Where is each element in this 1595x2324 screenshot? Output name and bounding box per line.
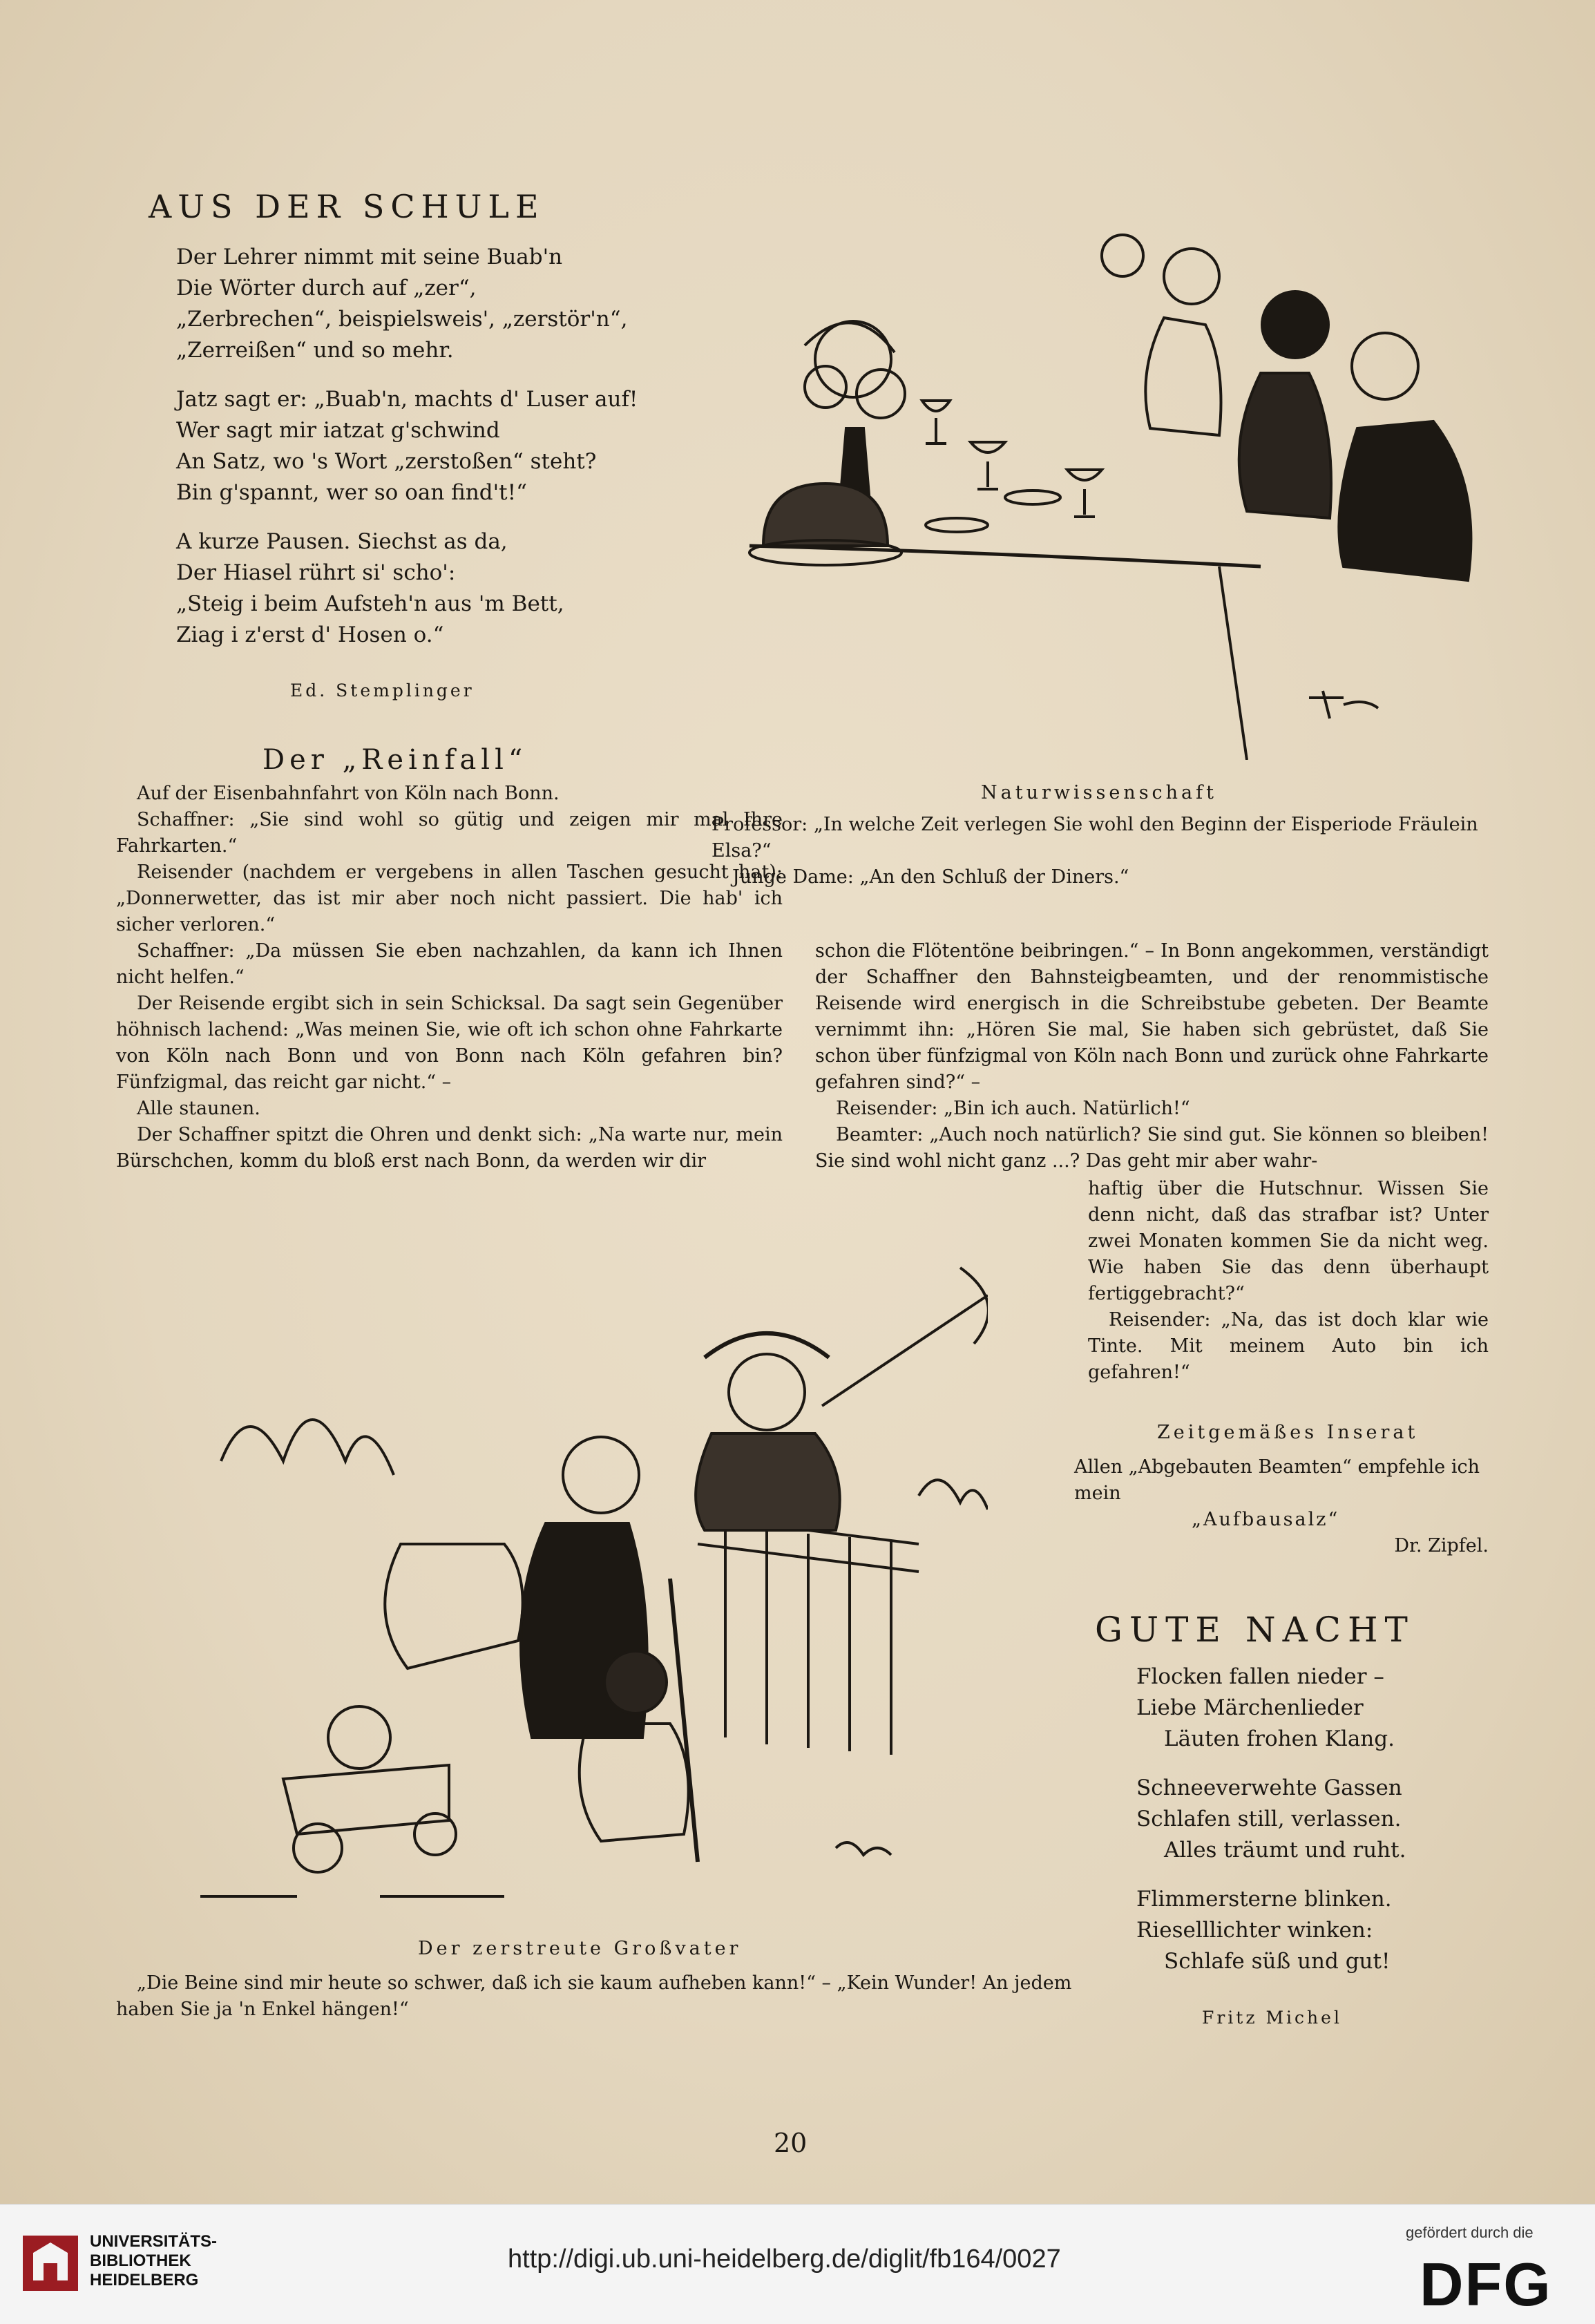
poem-line: An Satz, wo 's Wort „zerstoßen“ steht? <box>176 449 597 474</box>
poem-line: Bin g'spannt, wer so oan find't!“ <box>176 480 527 505</box>
nacht-author: Fritz Michel <box>1202 2008 1342 2028</box>
dfg-logo: DFG <box>1420 2250 1552 2318</box>
schule-author: Ed. Stemplinger <box>290 680 475 701</box>
university-name-line: UNIVERSITÄTS- <box>90 2232 218 2251</box>
inserat-author: Dr. Zipfel. <box>1394 1535 1489 1556</box>
poem-line: Liebe Märchenlieder <box>1136 1695 1364 1720</box>
paragraph: Auf der Eisenbahnfahrt von Köln nach Bonn. <box>137 783 560 804</box>
reinfall-narrow-column <box>1088 1176 1489 1386</box>
university-name-line: BIBLIOTHEK <box>90 2251 191 2270</box>
permalink-url[interactable]: http://digi.ub.uni-heidelberg.de/diglit/fb164/0027 <box>508 2245 1061 2274</box>
schule-stanza-3 <box>176 526 715 651</box>
reinfall-right-column <box>815 938 1489 1174</box>
paragraph: „Die Beine sind mir heute so schwer, daß ich sie kaum aufheben kann!“ – „Kein Wunder! An jedem haben Sie ja 'n Enkel hängen!“ <box>116 1972 1072 2020</box>
paragraph: Junge Dame: „An den Schluß der Diners.“ <box>732 866 1129 888</box>
grossvater-caption <box>116 1970 1083 2023</box>
page-number: 20 <box>774 2128 808 2158</box>
paragraph: Alle staunen. <box>137 1098 260 1119</box>
poem-line: „Zerreißen“ und so mehr. <box>176 338 454 363</box>
nacht-stanza-2 <box>1136 1773 1482 1866</box>
university-logo-icon <box>19 2229 82 2298</box>
poem-line: Alles träumt und ruht. <box>1164 1838 1406 1863</box>
paragraph: Reisender: „Na, das ist doch klar wie Tinte. Mit meinem Auto bin ich gefahren!“ <box>1088 1309 1489 1383</box>
reinfall-title: Der „Reinfall“ <box>262 744 528 776</box>
poem-line: „Zerbrechen“, beispielsweis', „zerstör'n“, <box>176 307 628 332</box>
paragraph: schon die Flötentöne beibringen.“ – In Bonn angekommen, verständigt der Schaffner den Bahnsteigbeamten, und der renommistische Reisende wird energisch in die Schreibstube gebeten. Der Beamte vernimmt ihn: „Hören Sie mal, Sie haben sich gebrüstet, daß Sie schon über fünfzigmal von Köln nach Bonn und zurück ohne Fahrkarte gefahren sind?“ – <box>815 940 1489 1093</box>
poem-line: Der Lehrer nimmt mit seine Buab'n <box>176 245 563 269</box>
grandfather-illustration <box>159 1254 988 1910</box>
poem-line: Wer sagt mir iatzat g'schwind <box>176 418 500 443</box>
dinner-illustration <box>722 221 1496 760</box>
poem-line: Schlafen still, verlassen. <box>1136 1807 1402 1831</box>
paragraph: Schaffner: „Sie sind wohl so gütig und zeigen mir mal Ihre Fahrkarten.“ <box>116 809 783 857</box>
schule-stanza-2 <box>176 384 715 508</box>
paragraph: Der Reisende ergibt sich in sein Schicksal. Da sagt sein Gegenüber höhnisch lachend: „Was meinen Sie, wie oft ich schon ohne Fahrkarte von Köln nach Bonn und von Bonn nach Köln gefahren bin? Fünfzigmal, das reicht gar nicht.“ – <box>116 993 783 1093</box>
paragraph: Schaffner: „Da müssen Sie eben nachzahlen, da kann ich Ihnen nicht helfen.“ <box>116 940 783 988</box>
poem-line: Schlafe süß und gut! <box>1164 1949 1391 1974</box>
paragraph: Beamter: „Auch noch natürlich? Sie sind gut. Sie können so bleiben! Sie sind wohl nicht ganz ...? Das geht mir aber wahr- <box>815 1124 1489 1172</box>
schule-stanza-1 <box>176 242 715 366</box>
university-name-line: HEIDELBERG <box>90 2271 199 2289</box>
poem-line: Flocken fallen nieder – <box>1136 1664 1384 1689</box>
digitization-footer <box>0 2204 1595 2324</box>
poem-line: Flimmersterne blinken. <box>1136 1887 1392 1912</box>
poem-line: Rieselllichter winken: <box>1136 1918 1373 1943</box>
university-name <box>90 2232 217 2290</box>
inserat-body: Allen „Abgebauten Beamten“ empfehle ich mein <box>1074 1456 1480 1504</box>
paragraph: Reisender: „Bin ich auch. Natürlich!“ <box>836 1098 1190 1119</box>
poem-line: Läuten frohen Klang. <box>1164 1726 1395 1751</box>
inserat-title: Zeitgemäßes Inserat <box>1157 1422 1419 1443</box>
paragraph: haftig über die Hutschnur. Wissen Sie denn nicht, daß das strafbar ist? Unter zwei Monaten kommen Sie da nicht weg. Wie haben Sie das denn überhaupt fertiggebracht?“ <box>1088 1178 1489 1304</box>
natur-text <box>711 812 1489 890</box>
nacht-stanza-3 <box>1136 1884 1482 1977</box>
natur-title: Naturwissenschaft <box>981 782 1218 803</box>
poem-line: Schneeverwehte Gassen <box>1136 1775 1402 1800</box>
poem-line: A kurze Pausen. Siechst as da, <box>176 529 508 554</box>
nacht-title: GUTE NACHT <box>1095 1610 1415 1650</box>
poem-line: Der Hiasel rührt si' scho': <box>176 560 456 585</box>
poem-line: Ziag i z'erst d' Hosen o.“ <box>176 622 444 647</box>
poem-line: Jatz sagt er: „Buab'n, machts d' Luser auf! <box>176 387 638 412</box>
paragraph: Reisender (nachdem er vergebens in allen Taschen gesucht hat): „Donnerwetter, das ist mir aber noch nicht passiert. Die hab' ich sicher verloren.“ <box>116 861 783 935</box>
reinfall-left-column <box>116 781 783 1174</box>
nacht-poem <box>1136 1661 1482 1995</box>
nacht-stanza-1 <box>1136 1661 1482 1755</box>
schule-title: AUS DER SCHULE <box>149 188 545 225</box>
schule-poem <box>176 242 715 669</box>
inserat-product: „Aufbausalz“ <box>1192 1509 1340 1530</box>
grossvater-title: Der zerstreute Großvater <box>418 1938 742 1959</box>
paragraph: Der Schaffner spitzt die Ohren und denkt sich: „Na warte nur, mein Bürschchen, komm du bloß erst nach Bonn, da werden wir dir <box>116 1124 783 1172</box>
inserat-text <box>1074 1454 1489 1559</box>
poem-line: „Steig i beim Aufsteh'n aus 'm Bett, <box>176 591 564 616</box>
paragraph: Professor: „In welche Zeit verlegen Sie wohl den Beginn der Eisperiode Fräulein Elsa?“ <box>711 814 1478 861</box>
poem-line: Die Wörter durch auf „zer“, <box>176 276 477 301</box>
funded-by-label: gefördert durch die <box>1406 2224 1534 2241</box>
